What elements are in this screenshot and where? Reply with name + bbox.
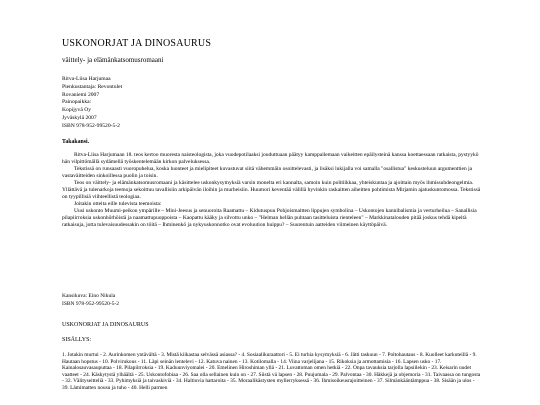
meta-printer: Kopijyvä Oy: [62, 107, 92, 114]
paragraph: Ritva-Liisa Harjumaan 18. teos kertoo muoresta naisteologista, joka vuodepotilaaksi jouduttuaan päätyy kamppailemaan vaikeitten epäilysteinä kanssa koettaessaan ratkaista, pystyykö hän vilpittömällä sydämellä työskentelemään kirkon palveluksessa.: [62, 152, 479, 165]
paragraph: Teos on väittely- ja elämänkatsomusromaani ja käsittelee uskonkysymyksiä varsin monelta eri kannalta, samoin kuin politiikkaa, yhteiskuntaa ja ajoittain myös ihmissuhdeongelmia. Yllättävä ja tulenarkoja teemoja sekoittuu tavallisiin arkipäivän iloihin ja murheisiin. Huumori keventää välillä hyvinkin raskaitten aiheitten pohtimista Mirjamin ajatuskuntomossa. Tekstissä on tyypillisiä viihteellistä teologiaa.: [62, 180, 481, 200]
repeat-title: USKONORJAT JA DINOSAURUS: [62, 322, 149, 328]
paragraph: Joitakin otteita eille tulevista teemoista:: [74, 201, 162, 207]
backcover-text: [62, 152, 482, 229]
meta-publisher: Pienkustantaja: Revontulet: [62, 83, 123, 90]
meta-place-year: Rovaniemi 2007: [62, 91, 100, 98]
paragraph: Uusi uskonto Muumi-peikon ympärille – Mini-Jeesus ja senuoroita Raamattu – Kidutuspuu Pohjoismaitten lippujen symbolina – Uskontojen kannibalismia ja verturheilua – Sanallisia pilapiirroksia uskonhörhöistä ja naamattupuoppoista – Kaopattu kääky ja silvottu unko – "Helman hellän puhtaan tasitteluista rienteleen" – Markkinatalouden pitää joskus tehdä kipeitä ratkaisuja, jotta tulevaisuudessakin on töitä – Ihminenkö ja nykyuskonnotko ovat evoluution huippu? – Suurentuin aatteiden viimeinen käyttöpäivä.: [62, 208, 477, 228]
meta-print-place-year: Jyväskylä 2007: [62, 114, 97, 121]
isbn-repeat: ISBN 978-952-99520-5-2: [62, 301, 119, 307]
document-subtitle: väittely- ja elämänkatsomusromaani: [62, 56, 164, 64]
paragraph: Tekstissä on runsaasti vuoropuhelua, koska luonteet ja mielipiteet kuvastuvat siitä vähemmäin osoittelevasti, ja lisäksi lukijalla voi samalla "osallistua" keskusteluun argumenttien ja vastaväitteiden sinkoillessa puolin ja toisin.: [62, 166, 473, 179]
publication-meta: [62, 76, 122, 131]
cover-artist: Kansikuva: Eino Nikula: [62, 293, 116, 299]
document-title: USKONORJAT JA DINOSAURUS: [62, 38, 212, 49]
toc-heading: SISÄLLYS:: [62, 337, 92, 343]
meta-isbn: ISBN 978-952-99520-5-2: [62, 122, 120, 129]
cover-credits: [62, 292, 119, 308]
meta-printing-label: Painopaikka:: [62, 99, 92, 106]
backcover-heading: Takakansi.: [62, 139, 90, 145]
meta-author: Ritva-Liisa Harjumaa: [62, 76, 111, 82]
table-of-contents: 1. Jotakin murtui - 2. Aurinkomen yntävältä - 3. Mistä kiikastaa selvässä asiassa? - 4. Sosiaalikuraattori - 5. Ei turhia kysymyksiä - 6. Jätti taskuun - 7. Poltohautaus - 8. Kuolleet karkuteillä - 9. Hautaan hopstus - 10. Polvirukous - 11. Läpi seinän lentelevi - 12. Katuva nainen - 13. Kotilomalla - 14. Viina varjelijana - 15. Rikoksia ja armottamisia - 16. Lapsen usko - 17. Kainalosauvasauputtaa - 18. Pilapiirroksia - 19. Kaduunviyomalei - 20. Emelinen Hiroshiman yllä - 21. Luvattoman omen hetkiä - 22. Onpa tavauksia tarjolla lapsiilekin - 23. Keisarin uudet vaatteet - 24. Käskytystä ylhäältä - 25. Uskontofobiaa - 26. Saa olla sellainen kuin on - 27. Siistä vä lapsen - 28. Puujumala - 29. Palvontaa - 30. Häkkejä ja objemoria - 31. Taivaassa on tungosta - 32. Välityseitteliä - 33. Pyhimyksiä ja taivaskiviä - 34. Haltiuvia hattaroita - 35. Moraalikästysten myllerryksessä - 36. Ihmisoikeusrajoitteinen - 37. Silmänkääntämppua - 38. Sisään ja ulos - 39. Lämimatten nousu ja tuho - 40. Helli parmen: [62, 352, 481, 391]
